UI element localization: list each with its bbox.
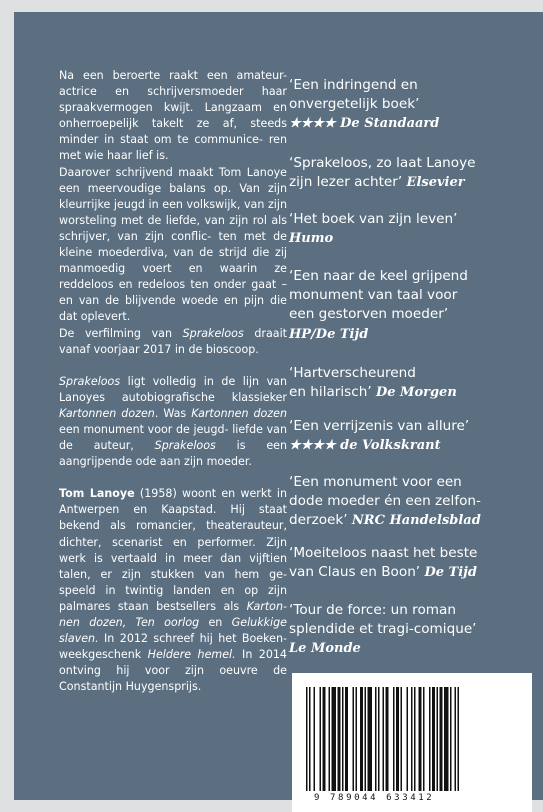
press-quote: ‘Moeiteloos naast het beste van Claus en Boon’ De Tijd — [289, 545, 478, 581]
barcode-bars — [306, 687, 518, 791]
quote-source: HP/De Tijd — [289, 326, 369, 342]
author-name: Tom Lanoye — [59, 487, 135, 501]
quote-source: Elsevier — [406, 175, 465, 191]
isbn-barcode — [292, 673, 532, 812]
blurb-paragraph: Na een beroerte raakt een amateur- actrice en schrijversmoeder haar spraakvermogen kwijt. Langzaam en onherroepelijk takelt ze af, steeds minder in staat om te communice- ren met wie haar lief is. — [59, 69, 287, 163]
context-paragraph: Sprakeloos ligt volledig in de lijn van Lanoyes autobiografische klassieker Kartonnen dozen. Was Kartonnen dozen een monument voor de jeugd- liefde van de auteur, Sprakeloos is een aangrijpende ode aan zijn moeder. — [59, 374, 287, 469]
quote-source: De Tijd — [424, 565, 477, 581]
press-quote: ‘Een naar de keel grijpend monument van taal voor een gestorven moeder’ HP/De Tijd — [289, 267, 529, 344]
quote-source: ★★★★ De Standaard — [289, 116, 440, 132]
author-bio: Tom Lanoye (1958) woont en werkt in Antwerpen en Kaapstad. Hij staat bekend als romancier, theaterauteur, dichter, scenarist en performer. Zijn werk is vertaald in meer dan vijftien talen, er zijn stukken van hem ge- speeld in twintig landen en op zijn palmares staan bestsellers als Karton- nen dozen, Ten oorlog en Gelukkige slaven. In 2012 schreef hij het Boeken- weekgeschenk Heldere hemel. In 2014 ontving hij voor zijn oeuvre de Constantijn Huygensprijs. — [59, 487, 287, 694]
press-quote: ‘Een indringend en onvergetelijk boek’ ★★★★ De Standaard — [289, 76, 529, 134]
press-quote: ‘Hartverscheurend en hilarisch’ De Morgen — [289, 365, 457, 401]
book-back-cover — [14, 12, 543, 803]
quote-source: NRC Handelsblad — [351, 513, 481, 529]
press-quote: ‘Het boek van zijn leven’ Humo — [289, 210, 529, 248]
press-quote: ‘Sprakeloos, zo laat Lanoye zijn lezer achter’ Elsevier — [289, 155, 476, 191]
quote-source: ★★★★ de Volkskrant — [289, 438, 441, 454]
quote-source: De Morgen — [375, 385, 457, 401]
press-quote: ‘Een verrijzenis van allure’ ★★★★ de Volkskrant — [289, 417, 529, 455]
press-quote: ‘Een monument voor een dode moeder én een zelfon- derzoek’ NRC Handelsblad — [289, 474, 481, 529]
blurb-column — [59, 68, 287, 695]
quote-source: Humo — [289, 231, 334, 247]
blurb-paragraph: Daarover schrijvend maakt Tom Lanoye een meervoudige balans op. Van zijn kleurrijke jeugd in een volkswijk, van zijn worsteling met de liefde, van zijn rol als schrijver, van zijn conflic- ten met de kleine moederdiva, van de strijd die zij manmoedig voert en waarin ze reddeloos en redeloos ten onder gaat – en van de blijvende woede en pijn die dat oplevert. — [59, 165, 287, 324]
quote-source: Le Monde — [289, 641, 361, 657]
isbn-number: 9 789044 633412 — [314, 793, 435, 803]
press-quote: ‘Tour de force: un roman splendide et tragi-comique’ Le Monde — [289, 601, 529, 659]
film-note: De verfilming van Sprakeloos draait vanaf voorjaar 2017 in de bioscoop. — [59, 326, 287, 356]
